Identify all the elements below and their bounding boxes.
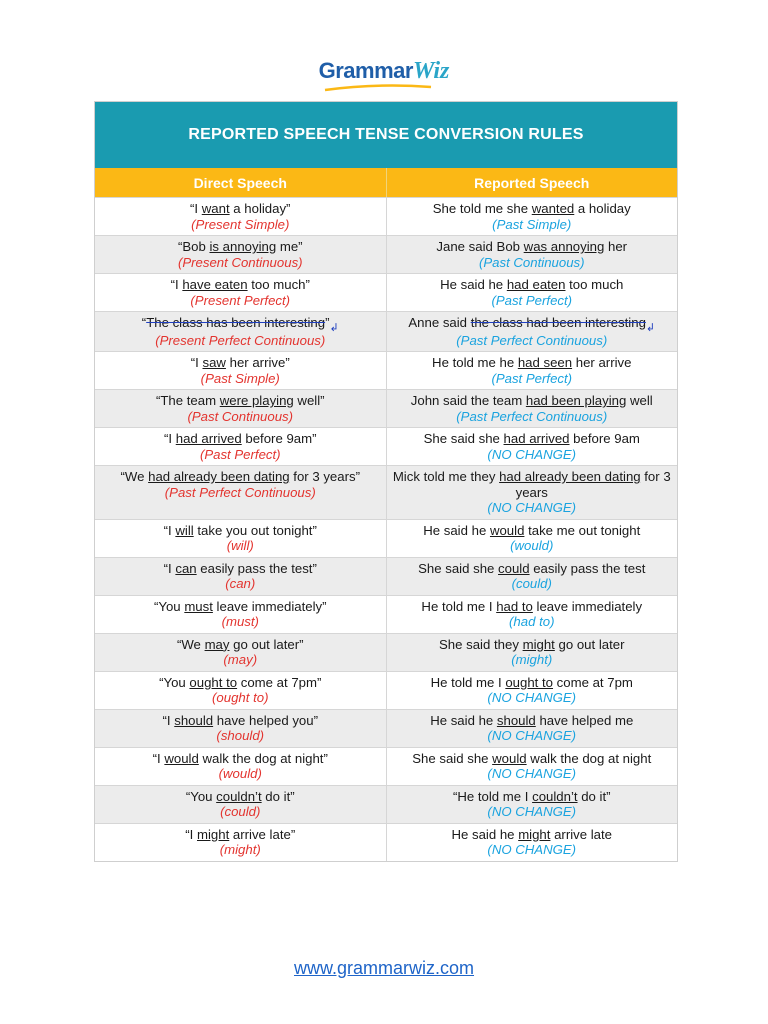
reported-sentence [393,201,672,217]
reported-sentence [393,523,672,539]
table-row [95,273,677,311]
sentence-text: ” [325,315,330,330]
verb-phrase: can [175,560,197,576]
reported-tense-label: (NO CHANGE) [487,690,577,705]
sentence-text: for 3 years” [289,469,360,484]
direct-tense-label: (Past Simple) [200,370,280,386]
grammarwiz-logo [0,58,768,85]
direct-speech-cell [95,466,386,519]
reported-tense-label: (Past Perfect) [491,370,573,386]
reported-tense-label: (could) [511,576,552,591]
sentence-text: me” [276,239,303,254]
sentence-text: “We [176,636,205,652]
verb-phrase: had arrived [175,431,242,446]
sentence-text: “I [163,522,176,538]
verb-phrase: is annoying [209,239,277,254]
sentence-text: She said she [418,560,499,576]
reported-sentence [393,469,672,500]
direct-tense-label: (Past Perfect Continuous) [164,484,316,500]
sentence-text: He said he [440,277,507,292]
direct-speech-cell [95,710,386,747]
reported-sentence [393,599,672,615]
table-row [95,595,677,633]
reported-speech-cell [386,558,678,595]
direct-tense-label: (ought to) [212,690,269,705]
sentence-text: “He told me I [452,788,533,804]
direct-speech-cell [95,428,386,465]
sentence-text: He said he [430,712,497,728]
sentence-text: She told me she [432,201,532,216]
reported-tense-label: (Past Simple) [492,216,572,232]
verb-phrase: should [496,712,536,728]
sentence-text: her arrive [572,355,632,370]
sentence-text: too much [565,277,624,292]
sentence-text: He said he [451,826,519,842]
direct-speech-cell [95,748,386,785]
sentence-text: before 9am” [241,431,317,446]
verb-phrase: was annoying [523,239,605,254]
direct-speech-cell [95,596,386,633]
reported-speech-cell [386,634,678,671]
arrow-icon: ↲ [329,322,339,334]
logo-part-grammar: Grammar [318,58,413,83]
reported-sentence [393,239,672,255]
reported-tense-label: (Past Perfect Continuous) [456,408,608,424]
verb-phrase: want [201,201,230,216]
sentence-text: a holiday” [229,201,291,216]
table-row [95,235,677,273]
reported-sentence [393,751,672,767]
reported-tense-label: (Past Continuous) [478,254,585,270]
reported-tense-label: (Past Perfect Continuous) [456,332,608,348]
direct-sentence [101,713,380,729]
reported-sentence [393,675,672,691]
direct-speech-cell [95,558,386,595]
website-link[interactable]: www.grammarwiz.com [293,958,475,978]
verb-phrase: ought to [505,674,554,690]
table-row [95,427,677,465]
table-title: REPORTED SPEECH TENSE CONVERSION RULES [95,102,677,168]
direct-tense-label: (Present Simple) [191,216,290,232]
reported-tense-label: (NO CHANGE) [487,500,577,515]
sentence-text: “I [152,750,165,766]
reported-speech-cell [386,786,678,823]
verb-phrase: will [175,522,194,538]
verb-phrase: would [164,750,199,766]
direct-tense-label: (Past Continuous) [187,408,294,424]
direct-sentence [101,277,380,293]
sentence-text: He told me I [421,598,497,614]
direct-sentence [101,201,380,217]
table-row [95,747,677,785]
sentence-text: for 3 years [515,469,671,500]
reported-sentence [393,713,672,729]
table-row [95,785,677,823]
reported-speech-cell [386,672,678,709]
direct-speech-cell [95,236,386,273]
reported-speech-cell [386,748,678,785]
direct-tense-label: (will) [226,538,254,553]
verb-phrase: would [489,522,525,538]
reported-speech-cell [386,236,678,273]
sentence-text: Mick told me they [392,469,500,484]
direct-tense-label: (Present Perfect Continuous) [155,332,326,348]
reported-tense-label: (would) [510,538,554,553]
reported-speech-cell [386,274,678,311]
verb-phrase: might [197,826,230,842]
reported-speech-cell [386,710,678,747]
sentence-text: take me out tonight [524,522,641,538]
sentence-text: go out later” [229,636,304,652]
sentence-text: a holiday [574,201,631,216]
reported-sentence [393,789,672,805]
sentence-text: come at 7pm [553,674,633,690]
conversion-table [94,101,678,862]
sentence-text: “We [120,469,149,484]
sentence-text: do it” [577,788,611,804]
reported-speech-cell [386,352,678,389]
verb-phrase: couldn’t [532,788,578,804]
reported-speech-cell [386,520,678,557]
verb-phrase: could [498,560,530,576]
table-row [95,709,677,747]
verb-phrase: The class has been interesting [146,315,326,330]
reported-tense-label: (had to) [509,614,555,629]
sentence-text: “You [185,788,217,804]
sentence-text: “I [190,201,202,216]
sentence-text: easily pass the test” [196,560,317,576]
sentence-text: Anne said [408,315,471,330]
verb-phrase: might [522,636,555,652]
table-body [95,197,677,861]
reported-speech-cell [386,466,678,519]
verb-phrase: have eaten [182,277,248,292]
verb-phrase: couldn’t [216,788,262,804]
direct-speech-cell [95,634,386,671]
verb-phrase: were playing [219,393,294,408]
direct-speech-cell [95,312,386,351]
header-direct-speech: Direct Speech [193,174,287,191]
direct-tense-label: (Present Continuous) [177,254,303,270]
header-reported-speech: Reported Speech [386,168,678,197]
direct-sentence [101,469,380,485]
direct-sentence [101,239,380,255]
reported-tense-label: (Past Perfect) [491,292,573,308]
reported-speech-cell [386,312,678,351]
direct-sentence [101,637,380,653]
sentence-text: have helped me [535,712,634,728]
sentence-text: He said he [423,522,490,538]
sentence-text: her arrive” [225,355,290,370]
table-row [95,633,677,671]
reported-tense-label: (NO CHANGE) [487,728,577,743]
sentence-text: John said the team [410,393,526,408]
sentence-text: She said she [423,431,504,446]
verb-phrase: had arrived [503,431,570,446]
direct-speech-cell [95,824,386,861]
table-row [95,197,677,235]
sentence-text: She said they [439,636,523,652]
verb-phrase: had seen [517,355,573,370]
direct-sentence [101,789,380,805]
reported-sentence [393,431,672,447]
direct-tense-label: (Past Perfect) [199,446,281,462]
table-row [95,823,677,861]
table-header-row [95,168,677,197]
direct-tense-label: (might) [219,842,261,857]
sentence-text: arrive late [550,826,613,842]
reported-tense-label: (NO CHANGE) [487,804,577,819]
sentence-text: go out later [554,636,625,652]
reported-tense-label: (NO CHANGE) [487,842,577,857]
table-row [95,465,677,519]
direct-sentence [101,355,380,371]
verb-phrase: had already been dating [148,469,290,484]
sentence-text: before 9am [569,431,640,446]
direct-sentence [101,599,380,615]
direct-speech-cell [95,274,386,311]
verb-phrase: had been playing [525,393,627,408]
sentence-text: walk the dog at night [526,750,652,766]
verb-phrase: the class had been interesting [470,315,646,330]
direct-speech-cell [95,672,386,709]
reported-sentence [393,393,672,409]
reported-speech-cell [386,390,678,427]
direct-tense-label: (would) [218,766,262,781]
sentence-text: “I [163,560,176,576]
verb-phrase: ought to [189,674,238,690]
sentence-text: her [604,239,628,254]
sentence-text: well” [293,393,325,408]
direct-sentence [101,393,380,409]
direct-sentence [101,675,380,691]
reported-sentence [393,827,672,843]
sentence-text: leave immediately” [212,598,327,614]
table-row [95,311,677,351]
reported-sentence [393,561,672,577]
verb-phrase: had to [496,598,533,614]
sentence-text: leave immediately [532,598,643,614]
sentence-text: He told me I [430,674,506,690]
verb-phrase: wanted [531,201,575,216]
direct-tense-label: (should) [216,728,265,743]
sentence-text: do it” [261,788,295,804]
table-row [95,519,677,557]
verb-phrase: must [184,598,213,614]
reported-tense-label: (NO CHANGE) [487,446,577,462]
verb-phrase: had already been dating [499,469,641,484]
sentence-text: “Bob [177,239,210,254]
sentence-text: too much” [247,277,310,292]
sentence-text: easily pass the test [529,560,646,576]
sentence-text: have helped you” [213,712,318,728]
direct-tense-label: (can) [225,576,256,591]
sentence-text: “I [190,355,203,370]
sentence-text: walk the dog at night” [198,750,328,766]
sentence-text: He told me he [432,355,518,370]
direct-tense-label: (must) [221,614,259,629]
reported-speech-cell [386,596,678,633]
direct-speech-cell [95,786,386,823]
sentence-text: “I [170,277,183,292]
verb-phrase: should [174,712,214,728]
sentence-text: “The team [155,393,220,408]
sentence-text: “I [164,431,176,446]
sentence-text: “I [162,712,175,728]
sentence-text: “ [141,315,147,330]
reported-speech-cell [386,428,678,465]
verb-phrase: had eaten [506,277,566,292]
verb-phrase: may [204,636,230,652]
table-row [95,389,677,427]
sentence-text: “I [185,826,197,842]
reported-tense-label: (NO CHANGE) [487,766,577,781]
direct-speech-cell [95,352,386,389]
sentence-text: well [626,393,653,408]
direct-sentence [101,315,380,333]
reported-tense-label: (might) [511,652,553,667]
direct-speech-cell [95,390,386,427]
logo-swoosh-icon [323,84,433,92]
table-row [95,351,677,389]
reported-sentence [393,637,672,653]
direct-sentence [101,523,380,539]
table-row [95,557,677,595]
sentence-text: She said she [412,750,493,766]
verb-phrase: might [518,826,551,842]
sentence-text: Jane said Bob [436,239,524,254]
direct-sentence [101,751,380,767]
verb-phrase: saw [202,355,226,370]
sentence-text: arrive late” [229,826,296,842]
direct-sentence [101,431,380,447]
reported-speech-cell [386,824,678,861]
verb-phrase: would [492,750,527,766]
reported-sentence [393,355,672,371]
direct-speech-cell [95,198,386,235]
reported-sentence [393,277,672,293]
direct-sentence [101,827,380,843]
direct-tense-label: (may) [223,652,258,667]
reported-speech-cell [386,198,678,235]
sentence-text: come at 7pm” [237,674,322,690]
direct-speech-cell [95,520,386,557]
table-row [95,671,677,709]
reported-sentence [393,315,672,333]
logo-part-wiz: Wiz [412,58,450,84]
arrow-icon: ↲ [645,322,656,334]
sentence-text: take you out tonight” [193,522,317,538]
sentence-text: “You [154,598,185,614]
sentence-text: “You [159,674,190,690]
direct-tense-label: (could) [220,804,261,819]
direct-sentence [101,561,380,577]
direct-tense-label: (Present Perfect) [190,292,291,308]
